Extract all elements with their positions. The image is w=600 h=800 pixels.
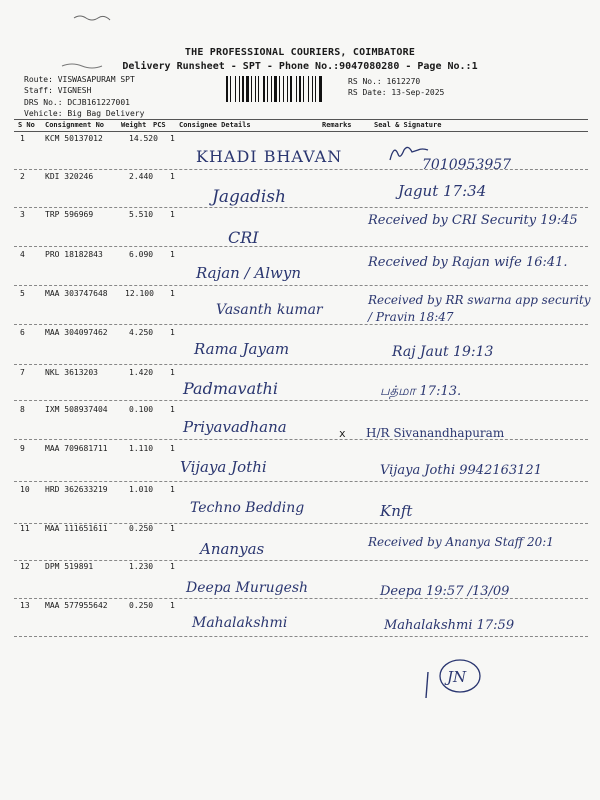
row-13-seal: Mahalakshmi 17:59 xyxy=(384,618,515,633)
row-11-weight: 0.250 xyxy=(129,524,154,533)
row-4-pcs: 1 xyxy=(170,250,175,259)
row-13-weight: 0.250 xyxy=(129,601,154,610)
row-9-weight: 1.110 xyxy=(129,444,154,453)
row-9-consignee: Vijaya Jothi xyxy=(180,458,267,476)
staff-label: Staff: VIGNESH xyxy=(24,86,92,95)
row-3-seal: Received by CRI Security 19:45 xyxy=(368,213,578,228)
row-4-seal: Received by Rajan wife 16:41. xyxy=(368,255,568,270)
barcode-icon xyxy=(226,76,344,102)
company-title: THE PROFESSIONAL COURIERS, COIMBATORE xyxy=(184,47,416,58)
col-consignment: Consignment No xyxy=(45,121,105,129)
runsheet-title: Delivery Runsheet - SPT - Phone No.:9047080280 - Page No.:1 xyxy=(122,61,478,72)
row-4-weight: 6.090 xyxy=(129,250,154,259)
row-12-consignment: DPM 519891 xyxy=(45,562,94,571)
row-6-divider xyxy=(14,364,588,365)
row-3-sno: 3 xyxy=(20,210,25,219)
row-8-remark: x xyxy=(339,427,346,440)
row-11-divider xyxy=(14,560,588,561)
row-10-weight: 1.010 xyxy=(129,485,154,494)
row-10-consignee: Techno Bedding xyxy=(190,500,305,516)
row-7-consignment: NKL 3613203 xyxy=(45,368,98,377)
row-8-consignment: IXM 508937404 xyxy=(45,405,108,414)
row-1-consignee: KHADI BHAVAN xyxy=(196,147,343,166)
row-8-sno: 8 xyxy=(20,405,25,414)
row-4-consignment: PRO 18182843 xyxy=(45,250,103,259)
row-8-consignee: Priyavadhana xyxy=(183,418,287,436)
row-7-consignee: Padmavathi xyxy=(183,379,278,398)
row-6-weight: 4.250 xyxy=(129,328,154,337)
row-12-sno: 12 xyxy=(20,562,30,571)
footer-signature-text: JN xyxy=(447,668,467,686)
row-7-sno: 7 xyxy=(20,368,25,377)
row-13-pcs: 1 xyxy=(170,601,175,610)
row-10-sno: 10 xyxy=(20,485,30,494)
row-5-divider xyxy=(14,324,588,325)
row-13-sno: 13 xyxy=(20,601,30,610)
row-10-pcs: 1 xyxy=(170,485,175,494)
row-2-divider xyxy=(14,207,588,208)
row-1-seal: 7010953957 xyxy=(422,157,512,173)
col-sno: S No xyxy=(18,121,35,129)
row-5-seal: Received by RR swarna app security / Pravin 18:47 xyxy=(368,293,591,324)
row-10-seal: Knft xyxy=(380,502,413,520)
rs-date: RS Date: 13-Sep-2025 xyxy=(348,88,445,97)
row-6-sno: 6 xyxy=(20,328,25,337)
row-2-seal: Jagut 17:34 xyxy=(398,182,487,200)
row-12-pcs: 1 xyxy=(170,562,175,571)
row-9-pcs: 1 xyxy=(170,444,175,453)
row-9-sno: 9 xyxy=(20,444,25,453)
row-3-consignment: TRP 596969 xyxy=(45,210,94,219)
col-consignee: Consignee Details xyxy=(179,121,251,129)
row-5-consignment: MAA 303747648 xyxy=(45,289,108,298)
row-13-divider xyxy=(14,636,588,637)
row-13-consignee: Mahalakshmi xyxy=(192,615,288,631)
row-5-sno: 5 xyxy=(20,289,25,298)
row-8-seal: H/R Sivanandhapuram xyxy=(366,426,505,440)
row-1-divider xyxy=(14,169,588,170)
row-6-pcs: 1 xyxy=(170,328,175,337)
row-12-weight: 1.230 xyxy=(129,562,154,571)
row-6-consignee: Rama Jayam xyxy=(194,340,290,358)
row-3-consignee: CRI xyxy=(228,228,259,247)
row-11-sno: 11 xyxy=(20,524,30,533)
row-11-consignment: MAA 111651611 xyxy=(45,524,108,533)
rs-number: RS No.: 1612270 xyxy=(348,77,421,86)
row-11-seal: Received by Ananya Staff 20:1 xyxy=(368,535,554,549)
drs-number: DRS No.: DCJB161227001 xyxy=(24,98,130,107)
row-3-divider xyxy=(14,246,588,247)
row-9-seal: Vijaya Jothi 9942163121 xyxy=(380,463,542,478)
row-1-sno: 1 xyxy=(20,134,25,143)
header-bottom-rule xyxy=(14,131,588,132)
row-3-weight: 5.510 xyxy=(129,210,154,219)
row-3-pcs: 1 xyxy=(170,210,175,219)
row-7-pcs: 1 xyxy=(170,368,175,377)
col-seal-signature: Seal & Signature xyxy=(374,121,442,129)
row-12-divider xyxy=(14,598,588,599)
row-5-consignee: Vasanth kumar xyxy=(216,302,323,318)
row-7-divider xyxy=(14,400,588,401)
row-4-consignee: Rajan / Alwyn xyxy=(196,264,302,282)
row-7-weight: 1.420 xyxy=(129,368,154,377)
route-label: Route: VISWASAPURAM SPT xyxy=(24,75,135,84)
row-2-consignee: Jagadish xyxy=(212,187,286,207)
row-7-seal: பத்மா 17:13. xyxy=(380,384,462,399)
row-2-consignment: KDI 320246 xyxy=(45,172,94,181)
row-12-consignee: Deepa Murugesh xyxy=(186,580,309,596)
row-12-seal: Deepa 19:57 /13/09 xyxy=(380,584,510,599)
row-6-seal: Raj Jaut 19:13 xyxy=(392,344,494,360)
row-2-sno: 2 xyxy=(20,172,25,181)
top-scribble-icon xyxy=(72,12,112,26)
row-6-consignment: MAA 304097462 xyxy=(45,328,108,337)
col-pcs: PCS xyxy=(153,121,166,129)
row-2-weight: 2.440 xyxy=(129,172,154,181)
col-weight: Weight xyxy=(121,121,147,129)
row-2-pcs: 1 xyxy=(170,172,175,181)
row-9-consignment: MAA 709681711 xyxy=(45,444,108,453)
col-remarks: Remarks xyxy=(322,121,352,129)
row-5-weight: 12.100 xyxy=(125,289,154,298)
row-11-consignee: Ananyas xyxy=(200,540,265,558)
row-4-sno: 4 xyxy=(20,250,25,259)
row-11-pcs: 1 xyxy=(170,524,175,533)
row-8-weight: 0.100 xyxy=(129,405,154,414)
row-9-divider xyxy=(14,481,588,482)
row-8-divider xyxy=(14,439,588,440)
row-13-consignment: MAA 577955642 xyxy=(45,601,108,610)
row-1-consignment: KCM 50137012 xyxy=(45,134,103,143)
row-5-pcs: 1 xyxy=(170,289,175,298)
row-4-divider xyxy=(14,285,588,286)
row-1-pcs: 1 xyxy=(170,134,175,143)
row-10-consignment: HRD 362633219 xyxy=(45,485,108,494)
header-top-rule xyxy=(14,119,588,120)
vehicle-label: Vehicle: Big Bag Delivery xyxy=(24,109,145,118)
row-1-weight: 14.520 xyxy=(129,134,158,143)
row-8-pcs: 1 xyxy=(170,405,175,414)
